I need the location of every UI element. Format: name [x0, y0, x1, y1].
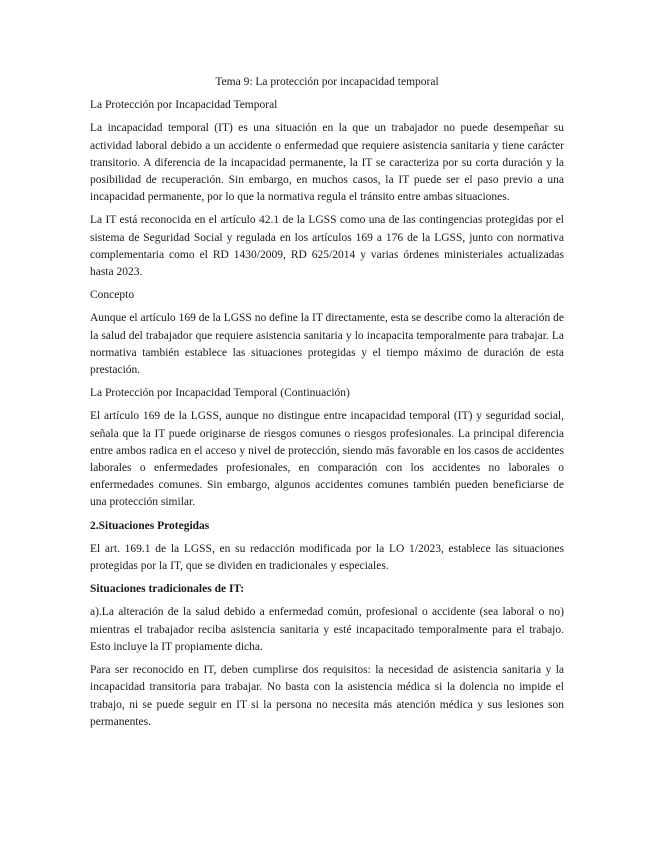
section-heading-concepto: Concepto	[90, 289, 135, 302]
paragraph-concepto: Aunque el artículo 169 de la LGSS no define la IT directamente, esta se describe como la alteración de la salud del trabajador que requiere asistencia sanitaria y lo incapacita temporalmente para trabajar. La normativa también establece las situaciones protegidas y el tiempo máximo de duración de esta prestación.	[90, 312, 564, 377]
paragraph-riesgos: El artículo 169 de la LGSS, aunque no distingue entre incapacidad temporal (IT) y seguridad social, señala que la IT puede originarse de riesgos comunes o riesgos profesionales. La principal diferencia entre ambos radica en el acceso y nivel de protección, siendo más favorable en los casos de accidentes laborales o enfermedades profesionales, en comparación con los accidentes no laborales o enfermedades comunes. Sin embargo, algunos accidentes comunes también pueden beneficiarse de una protección similar.	[90, 410, 564, 509]
section-heading-continuacion: La Protección por Incapacidad Temporal (Continuación)	[90, 387, 350, 400]
document-title: Tema 9: La protección por incapacidad temporal	[215, 76, 439, 88]
section-heading-proteccion: La Protección por Incapacidad Temporal	[90, 99, 278, 112]
paragraph-situaciones-protegidas: El art. 169.1 de la LGSS, en su redacción modificada por la LO 1/2023, establece las situaciones protegidas por la IT, que se dividen en tradicionales y especiales.	[90, 542, 564, 573]
section-heading-situaciones-protegidas: 2.Situaciones Protegidas	[90, 519, 210, 532]
paragraph-definicion-it: La incapacidad temporal (IT) es una situación en la que un trabajador no puede desempeñar su actividad laboral debido a un accidente o enfermedad que requiere asistencia sanitaria y tiene carácter transitorio. A diferencia de la incapacidad permanente, la IT se caracteriza por su corta duración y la posibilidad de recuperación. Sin embargo, en muchos casos, la IT puede ser el paso previo a una incapacidad permanente, por lo que la normativa regula el tránsito entre ambas situaciones.	[90, 122, 564, 204]
document-page	[90, 74, 564, 737]
paragraph-reconocimiento-legal: La IT está reconocida en el artículo 42.1 de la LGSS como una de las contingencias protegidas por el sistema de Seguridad Social y regulada en los artículos 169 a 176 de la LGSS, junto con normativa complementaria como el RD 1430/2009, RD 625/2014 y varias órdenes ministeriales actualizadas hasta 2023.	[90, 214, 564, 279]
paragraph-requisitos: Para ser reconocido en IT, deben cumplirse dos requisitos: la necesidad de asistencia sanitaria y la incapacidad transitoria para trabajar. No basta con la asistencia médica si la dolencia no impide el trabajo, ni se puede seguir en IT si la persona no necesita más atención médica y sus lesiones son permanentes.	[90, 664, 564, 728]
paragraph-situacion-a: a).La alteración de la salud debido a enfermedad común, profesional o accidente (sea laboral o no) mientras el trabajador reciba asistencia sanitaria y esté incapacitado temporalmente para el trabajo. Esto incluye la IT propiamente dicha.	[90, 606, 564, 653]
section-heading-situaciones-tradicionales: Situaciones tradicionales de IT:	[90, 583, 245, 596]
